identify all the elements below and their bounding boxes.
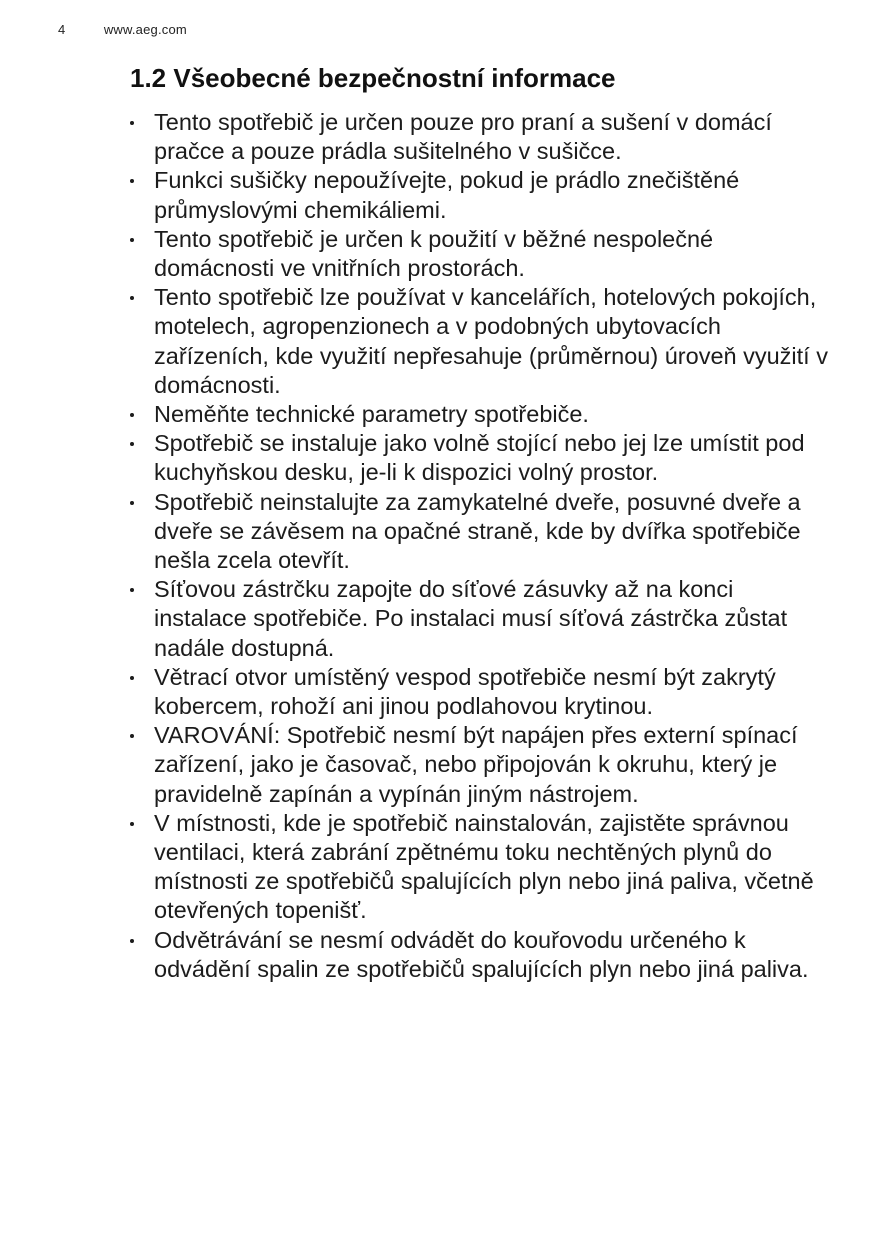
safety-section — [130, 60, 830, 984]
bullet-icon — [130, 179, 134, 183]
bullet-icon — [130, 939, 134, 943]
list-item — [130, 926, 830, 984]
list-item — [130, 166, 830, 224]
list-item — [130, 575, 830, 663]
website-url: www.aeg.com — [103, 22, 187, 37]
bullet-icon — [130, 442, 134, 446]
bullet-icon — [130, 822, 134, 826]
list-item — [130, 400, 830, 429]
section-title: 1.2 Všeobecné bezpečnostní informace — [130, 63, 616, 93]
bullet-icon — [130, 296, 134, 300]
list-item — [130, 663, 830, 721]
list-item-text: V místnosti, kde je spotřebič nainstalován, zajistěte správnou ventilaci, která zabrání zpětnému toku nechtěných plynů do místnosti ze spotřebičů spalujících plyn nebo jiná paliva, včetně otevřených topenišť. — [154, 809, 814, 924]
bullet-icon — [130, 238, 134, 242]
list-item-text: Tento spotřebič je určen pouze pro praní a sušení v domácí pračce a pouze prádla sušitelného v sušičce. — [154, 109, 772, 165]
list-item — [130, 225, 830, 283]
list-item-text: Neměňte technické parametry spotřebiče. — [154, 401, 589, 428]
list-item-text: Spotřebič se instaluje jako volně stojící nebo jej lze umístit pod kuchyňskou desku, je-li k dispozici volný prostor. — [154, 430, 805, 486]
list-item-text: Síťovou zástrčku zapojte do síťové zásuvky až na konci instalace spotřebiče. Po instalaci musí síťová zástrčka zůstat nadále dostupná. — [154, 576, 788, 661]
bullet-icon — [130, 121, 134, 125]
bullet-icon — [130, 588, 134, 592]
list-item — [130, 488, 830, 576]
list-item-text: Tento spotřebič lze používat v kancelářích, hotelových pokojích, motelech, agropenzionech a v podobných ubytovacích zařízeních, kde využití nepřesahuje (průměrnou) úroveň využití v domácnosti. — [154, 284, 828, 398]
bullet-icon — [130, 501, 134, 505]
safety-bullet-list — [130, 108, 830, 984]
list-item-text: Tento spotřebič je určen k použití v běžné nespolečné domácnosti ve vnitřních prostorách. — [154, 225, 714, 282]
list-item-text: Spotřebič neinstalujte za zamykatelné dveře, posuvné dveře a dveře se závěsem na opačné straně, kde by dvířka spotřebiče nešla zcela otevřít. — [154, 488, 801, 574]
list-item-text: Odvětrávání se nesmí odvádět do kouřovodu určeného k odvádění spalin ze spotřebičů spalujících plyn nebo jiná paliva. — [154, 926, 809, 982]
list-item — [130, 809, 830, 926]
page-number: 4 — [58, 22, 66, 37]
list-item — [130, 429, 830, 487]
list-item-text: Funkci sušičky nepoužívejte, pokud je prádlo znečištěné průmyslovými chemikáliemi. — [154, 167, 740, 223]
list-item — [130, 283, 830, 400]
page-header — [58, 22, 187, 37]
bullet-icon — [130, 413, 134, 417]
bullet-icon — [130, 676, 134, 680]
list-item-text: VAROVÁNÍ: Spotřebič nesmí být napájen přes externí spínací zařízení, jako je časovač, nebo připojován k okruhu, který je pravidelně zapínán a vypínán jiným nástrojem. — [154, 722, 798, 807]
list-item — [130, 108, 830, 166]
list-item — [130, 721, 830, 809]
bullet-icon — [130, 734, 134, 738]
list-item-text: Větrací otvor umístěný vespod spotřebiče nesmí být zakrytý kobercem, rohoží ani jinou podlahovou krytinou. — [154, 663, 776, 720]
